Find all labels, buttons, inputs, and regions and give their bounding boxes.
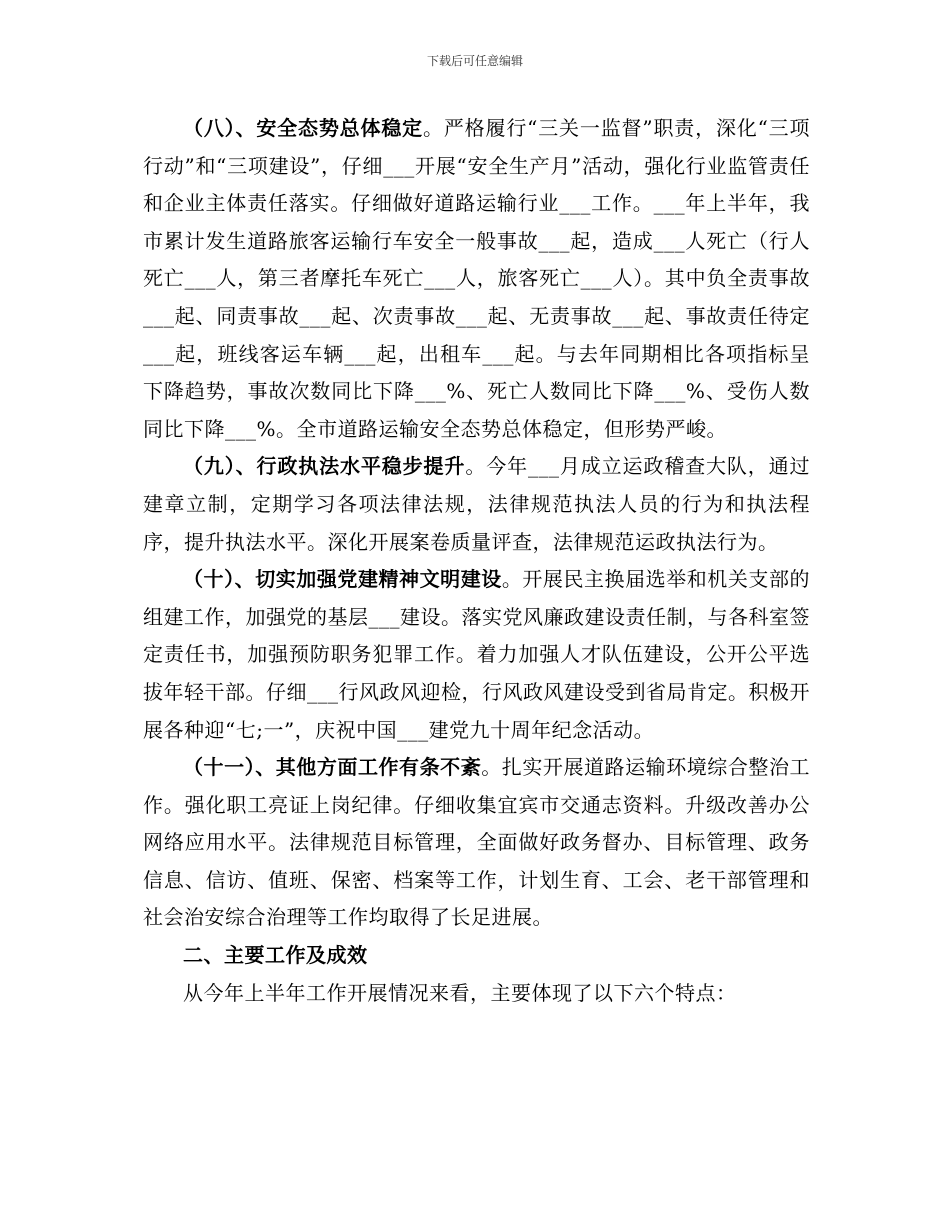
paragraph-heading: （八）、安全态势总体稳定 [183,116,423,140]
paragraph-11 [143,749,810,937]
paragraph-heading: （十一）、其他方面工作有条不紊 [183,755,482,780]
paragraph-9 [143,448,810,561]
closing-paragraph: 从今年上半年工作开展情况来看，主要体现了以下六个特点： [183,980,737,1005]
document-body [143,110,810,1012]
paragraph-text: 。严格履行“三关一监督”职责，深化“三项行动”和“三项建设”，仔细___开展“安全生产月”活动，强化行业监管责任和企业主体责任落实。仔细做好道路运输行业___工作。___年上半年，我市累计发生道路旅客运输行车安全一般事故___起，造成___人死亡（行人死亡___人，第三者摩托车死亡___人，旅客死亡___人）。其中负全责事故___起、同责事故___起、次责事故___起、无责事故___起、事故责任待定___起，班线客运车辆___起，出租车___起。与去年同期相比各项指标呈下降趋势，事故次数同比下降___%、死亡人数同比下降___%、受伤人数同比下降___%。全市道路运输安全态势总体稳定，但形势严峻。 [143,116,810,441]
section-title: 二、主要工作及成效 [183,943,368,968]
paragraph-heading: （九）、行政执法水平稳步提升 [183,454,466,479]
paragraph-8 [143,110,810,448]
paragraph-10 [143,561,810,749]
paragraph-text: 。开展民主换届选举和机关支部的组建工作，加强党的基层___建设。落实党风廉政建设责任制，与各科室签定责任书，加强预防职务犯罪工作。着力加强人才队伍建设，公开公平选拔年轻干部。仔细___行风政风迎检，行风政风建设受到省局肯定。积极开展各种迎“七;一”，庆祝中国___建党九十周年纪念活动。 [143,567,811,742]
paragraph-text: 。今年___月成立运政稽查大队，通过建章立制，定期学习各项法律法规，法律规范执法人员的行为和执法程序，提升执法水平。深化开展案卷质量评查，法律规范运政执法行为。 [143,454,811,554]
page-header: 下载后可任意编辑 [426,54,523,68]
paragraph-text: 。扎实开展道路运输环境综合整治工作。强化职工亮证上岗纪律。仔细收集宜宾市交通志资料。升级改善办公网络应用水平。法律规范目标管理，全面做好政务督办、目标管理、政务信息、信访、值班、保密、档案等工作，计划生育、工会、老干部管理和社会治安综合治理等工作均取得了长足进展。 [143,755,810,930]
paragraph-heading: （十）、切实加强党建精神文明建设 [183,567,502,592]
